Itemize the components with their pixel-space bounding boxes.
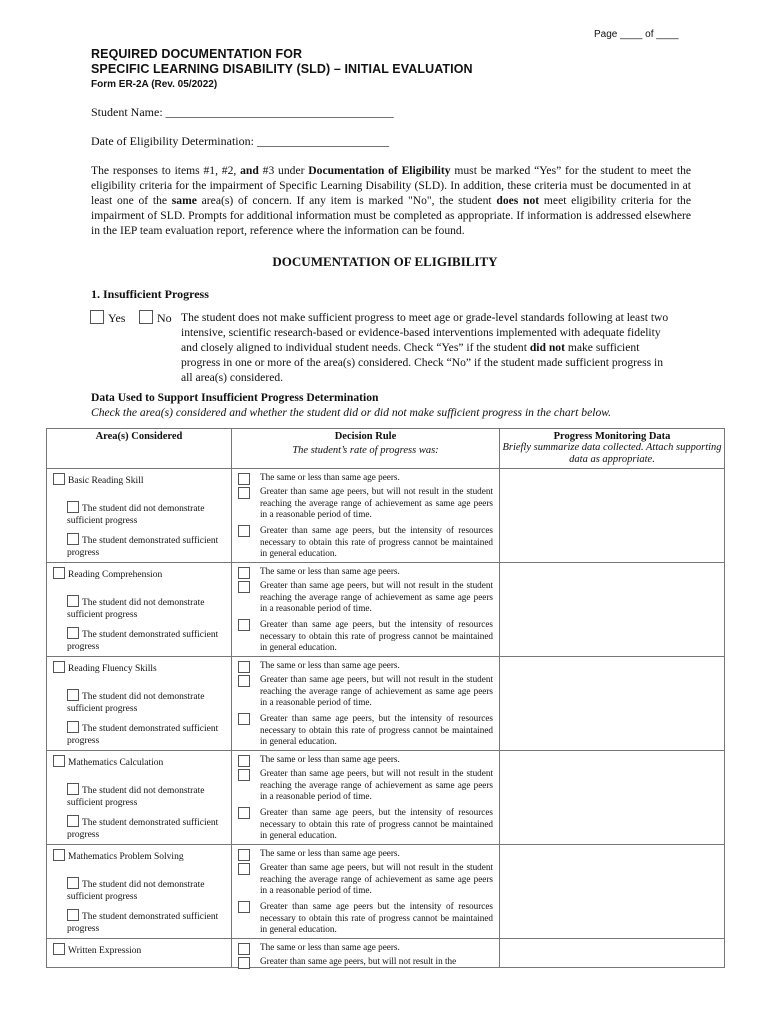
rule2-text: Greater than same age peers, but will not result in the [260, 956, 457, 966]
sufficient-option[interactable]: The student demonstrated sufficient progress [67, 627, 232, 653]
documentation-title: DOCUMENTATION OF ELIGIBILITY [272, 254, 498, 269]
col-header-decision: Decision Rule The student’s rate of progress was: [232, 429, 500, 469]
rule1-text: The same or less than same age peers. [260, 942, 400, 952]
sufficient-option[interactable]: The student demonstrated sufficient progress [67, 721, 232, 747]
not-sufficient-option[interactable]: The student did not demonstrate sufficient progress [67, 689, 232, 715]
area-checkbox-label[interactable]: Mathematics Calculation [53, 755, 163, 768]
doc-header-line2: SPECIFIC LEARNING DISABILITY (SLD) – INITIAL EVALUATION [91, 62, 473, 76]
doc-header-line1: REQUIRED DOCUMENTATION FOR [91, 47, 303, 61]
sufficient-checkbox[interactable] [67, 909, 79, 921]
rule3-text: Greater than same age peers but the intensity of resources necessary to obtain this rate of progress cannot be maintained in general education. [260, 901, 493, 934]
page-number: Page ____ of ____ [594, 29, 679, 40]
rule3-text: Greater than same age peers, but the intensity of resources necessary to obtain this rate of progress cannot be maintained in general education. [260, 713, 493, 746]
rule2-checkbox[interactable] [238, 581, 250, 593]
rule1-checkbox[interactable] [238, 755, 250, 767]
not-sufficient-option[interactable]: The student did not demonstrate sufficient progress [67, 595, 232, 621]
yes-checkbox[interactable] [90, 310, 104, 324]
rule1-checkbox[interactable] [238, 567, 250, 579]
rule2-text: Greater than same age peers, but will not result in the student reaching the average range of achievement as same age peers in a reasonable period of time. [260, 674, 493, 707]
form-number: Form ER-2A (Rev. 05/2022) [91, 79, 218, 90]
area-checkbox-label[interactable]: Mathematics Problem Solving [53, 849, 184, 862]
data-section-instructions: Check the area(s) considered and whether the student did or did not make sufficient progress in the chart below. [91, 406, 612, 419]
not-sufficient-option[interactable]: The student did not demonstrate sufficient progress [67, 783, 232, 809]
progress-table [46, 428, 725, 968]
section1-title: 1. Insufficient Progress [91, 287, 209, 301]
rule1-text: The same or less than same age peers. [260, 472, 400, 482]
table-row [47, 657, 725, 751]
sufficient-checkbox[interactable] [67, 627, 79, 639]
table-row [47, 845, 725, 939]
rule2-checkbox[interactable] [238, 487, 250, 499]
not-sufficient-checkbox[interactable] [67, 501, 79, 513]
eligibility-date-field[interactable]: Date of Eligibility Determination: ______________________ [91, 134, 389, 148]
rule2-checkbox[interactable] [238, 769, 250, 781]
not-sufficient-checkbox[interactable] [67, 783, 79, 795]
area-checkbox[interactable] [53, 473, 65, 485]
area-checkbox-label[interactable]: Written Expression [53, 943, 141, 956]
area-checkbox-label[interactable]: Basic Reading Skill [53, 473, 143, 486]
table-row [47, 563, 725, 657]
area-checkbox-label[interactable]: Reading Fluency Skills [53, 661, 157, 674]
table-row [47, 751, 725, 845]
area-checkbox[interactable] [53, 849, 65, 861]
sufficient-option[interactable]: The student demonstrated sufficient progress [67, 815, 232, 841]
rule1-checkbox[interactable] [238, 473, 250, 485]
area-checkbox[interactable] [53, 943, 65, 955]
rule3-checkbox[interactable] [238, 713, 250, 725]
rule2-checkbox[interactable] [238, 863, 250, 875]
monitoring-data-cell[interactable] [500, 469, 725, 563]
student-name-field[interactable]: Student Name: ______________________________________ [91, 105, 394, 119]
area-checkbox[interactable] [53, 567, 65, 579]
data-section-title: Data Used to Support Insufficient Progress Determination [91, 391, 379, 404]
area-checkbox[interactable] [53, 661, 65, 673]
rule3-checkbox[interactable] [238, 619, 250, 631]
rule3-checkbox[interactable] [238, 901, 250, 913]
rule1-text: The same or less than same age peers. [260, 660, 400, 670]
yes-option[interactable]: Yes [90, 310, 125, 326]
rule1-text: The same or less than same age peers. [260, 848, 400, 858]
rule2-text: Greater than same age peers, but will not result in the student reaching the average range of achievement as same age peers in a reasonable period of time. [260, 862, 493, 895]
sufficient-option[interactable]: The student demonstrated sufficient progress [67, 533, 232, 559]
not-sufficient-checkbox[interactable] [67, 595, 79, 607]
rule2-text: Greater than same age peers, but will not result in the student reaching the average range of achievement as same age peers in a reasonable period of time. [260, 486, 493, 519]
rule3-text: Greater than same age peers, but the intensity of resources necessary to obtain this rate of progress cannot be maintained in general education. [260, 525, 493, 558]
rule3-text: Greater than same age peers, but the intensity of resources necessary to obtain this rate of progress cannot be maintained in general education. [260, 619, 493, 652]
rule3-text: Greater than same age peers, but the intensity of resources necessary to obtain this rate of progress cannot be maintained in general education. [260, 807, 493, 840]
monitoring-data-cell[interactable] [500, 845, 725, 939]
not-sufficient-checkbox[interactable] [67, 877, 79, 889]
monitoring-data-cell[interactable] [500, 563, 725, 657]
no-checkbox[interactable] [139, 310, 153, 324]
rule1-text: The same or less than same age peers. [260, 754, 400, 764]
col-header-areas: Area(s) Considered [47, 429, 232, 469]
not-sufficient-option[interactable]: The student did not demonstrate sufficient progress [67, 501, 232, 527]
area-checkbox-label[interactable]: Reading Comprehension [53, 567, 162, 580]
table-row [47, 939, 725, 968]
sufficient-checkbox[interactable] [67, 533, 79, 545]
intro-paragraph: The responses to items #1, #2, and #3 under Documentation of Eligibility must be marked “Yes” for the student to meet the eligibility criteria for the impairment of Specific Learning Disability (SLD). In addition, these criteria must be documented in at least one of the same area(s) of concern. If any item is marked "No", the student does not meet eligibility criteria for the impairment of SLD. Prompts for additional information must be completed as appropriate. If information is addressed elsewhere in the IEP team evaluation report, reference where the information can be found. [91, 164, 692, 237]
rule1-checkbox[interactable] [238, 943, 250, 955]
sufficient-option[interactable]: The student demonstrated sufficient progress [67, 909, 232, 935]
rule3-checkbox[interactable] [238, 807, 250, 819]
not-sufficient-checkbox[interactable] [67, 689, 79, 701]
rule2-text: Greater than same age peers, but will not result in the student reaching the average range of achievement as same age peers in a reasonable period of time. [260, 580, 493, 613]
rule2-checkbox[interactable] [238, 675, 250, 687]
no-option[interactable]: No [139, 310, 172, 326]
area-checkbox[interactable] [53, 755, 65, 767]
monitoring-data-cell[interactable] [500, 751, 725, 845]
rule2-text: Greater than same age peers, but will not result in the student reaching the average range of achievement as same age peers in a reasonable period of time. [260, 768, 493, 801]
sufficient-checkbox[interactable] [67, 721, 79, 733]
rule2-checkbox[interactable] [238, 957, 250, 969]
table-row [47, 469, 725, 563]
sufficient-checkbox[interactable] [67, 815, 79, 827]
col-header-monitoring: Progress Monitoring Data Briefly summarize data collected. Attach supporting data as appropriate. [500, 429, 725, 469]
rule1-checkbox[interactable] [238, 849, 250, 861]
rule1-checkbox[interactable] [238, 661, 250, 673]
not-sufficient-option[interactable]: The student did not demonstrate sufficient progress [67, 877, 232, 903]
section1-text: The student does not make sufficient progress to meet age or grade-level standards following at least two intensive, scientific research-based or evidence-based interventions implemented with adequate fidelity and closely aligned to individual student needs. Check “Yes” if the student did not make sufficient progress in one or more of the area(s) considered. Check “No” if the student made sufficient progress in all area(s) considered. [181, 311, 669, 384]
monitoring-data-cell[interactable] [500, 939, 725, 968]
monitoring-data-cell[interactable] [500, 657, 725, 751]
rule3-checkbox[interactable] [238, 525, 250, 537]
rule1-text: The same or less than same age peers. [260, 566, 400, 576]
